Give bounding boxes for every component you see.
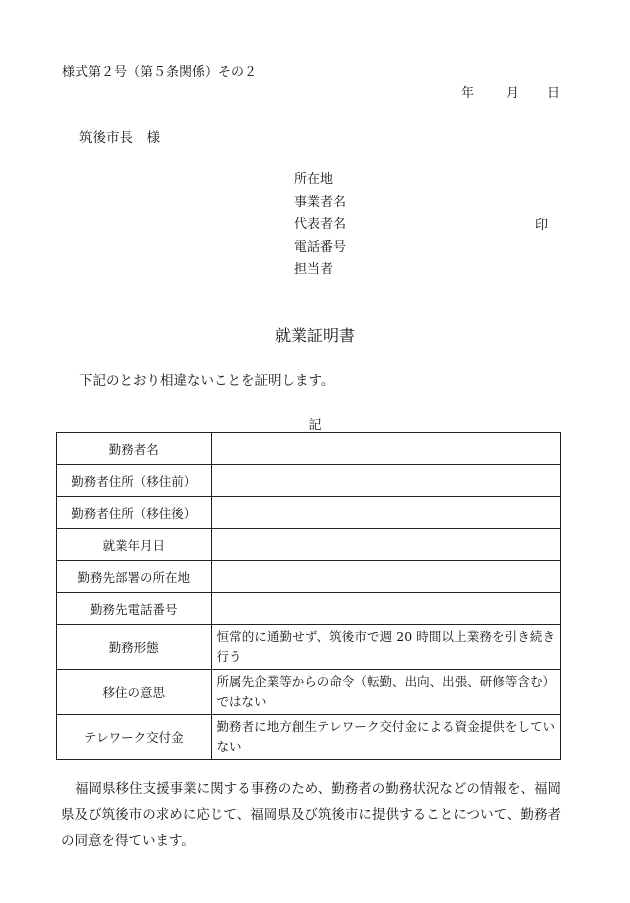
table-row (57, 529, 561, 561)
row-label: 勤務先電話番号 (57, 593, 212, 625)
seal-mark: 印 (535, 218, 549, 233)
row-label: 就業年月日 (57, 529, 212, 561)
applicant-block (294, 169, 346, 282)
row-label: テレワーク交付金 (57, 715, 212, 760)
row-label: 勤務者名 (57, 433, 212, 465)
person-in-charge-label: 担当者 (294, 262, 334, 277)
table-row (57, 561, 561, 593)
business-name-label: 事業者名 (294, 194, 347, 210)
representative-label: 代表者名 (294, 217, 347, 232)
date-year-label: 年 (461, 86, 475, 101)
table-row (57, 497, 561, 529)
certificate-table (56, 432, 561, 760)
row-value[interactable] (211, 593, 561, 625)
date-month-label: 月 (506, 86, 520, 101)
form-number: 様式第２号（第５条関係）その２ (62, 65, 258, 80)
table-row (57, 715, 561, 760)
table-row (57, 433, 561, 465)
table-row (57, 670, 561, 715)
ki-heading: 記 (308, 418, 322, 433)
row-value: 恒常的に通勤せず、筑後市で週 20 時間以上業務を引き続き行う (211, 625, 561, 670)
phone-label: 電話番号 (294, 239, 347, 255)
document-title: 就業証明書 (274, 326, 355, 345)
consent-note: 福岡県移住支援事業に関する事務のため、勤務者の勤務状況などの情報を、福岡県及び筑後市の求めに応じて、福岡県及び筑後市に提供することについて、勤務者の同意を得ています。 (61, 781, 561, 849)
row-label: 移住の意思 (57, 670, 212, 715)
row-label: 勤務者住所（移住前） (57, 465, 212, 497)
row-value: 勤務者に地方創生テレワーク交付金による資金提供をしていない (211, 715, 561, 760)
row-value: 所属先企業等からの命令（転勤、出向、出張、研修等含む）ではない (211, 670, 561, 715)
table-row (57, 593, 561, 625)
row-value[interactable] (211, 497, 561, 529)
row-label: 勤務者住所（移住後） (57, 497, 212, 529)
intro-statement: 下記のとおり相違ないことを証明します。 (79, 373, 335, 389)
table-row (57, 465, 561, 497)
row-value[interactable] (211, 529, 561, 561)
row-value[interactable] (211, 433, 561, 465)
row-value[interactable] (211, 561, 561, 593)
row-label: 勤務形態 (57, 625, 212, 670)
row-label: 勤務先部署の所在地 (57, 561, 212, 593)
date-day-label: 日 (547, 86, 561, 101)
table-row (57, 625, 561, 670)
address-label: 所在地 (294, 172, 334, 187)
addressee: 筑後市長 様 (79, 130, 160, 146)
row-value[interactable] (211, 465, 561, 497)
